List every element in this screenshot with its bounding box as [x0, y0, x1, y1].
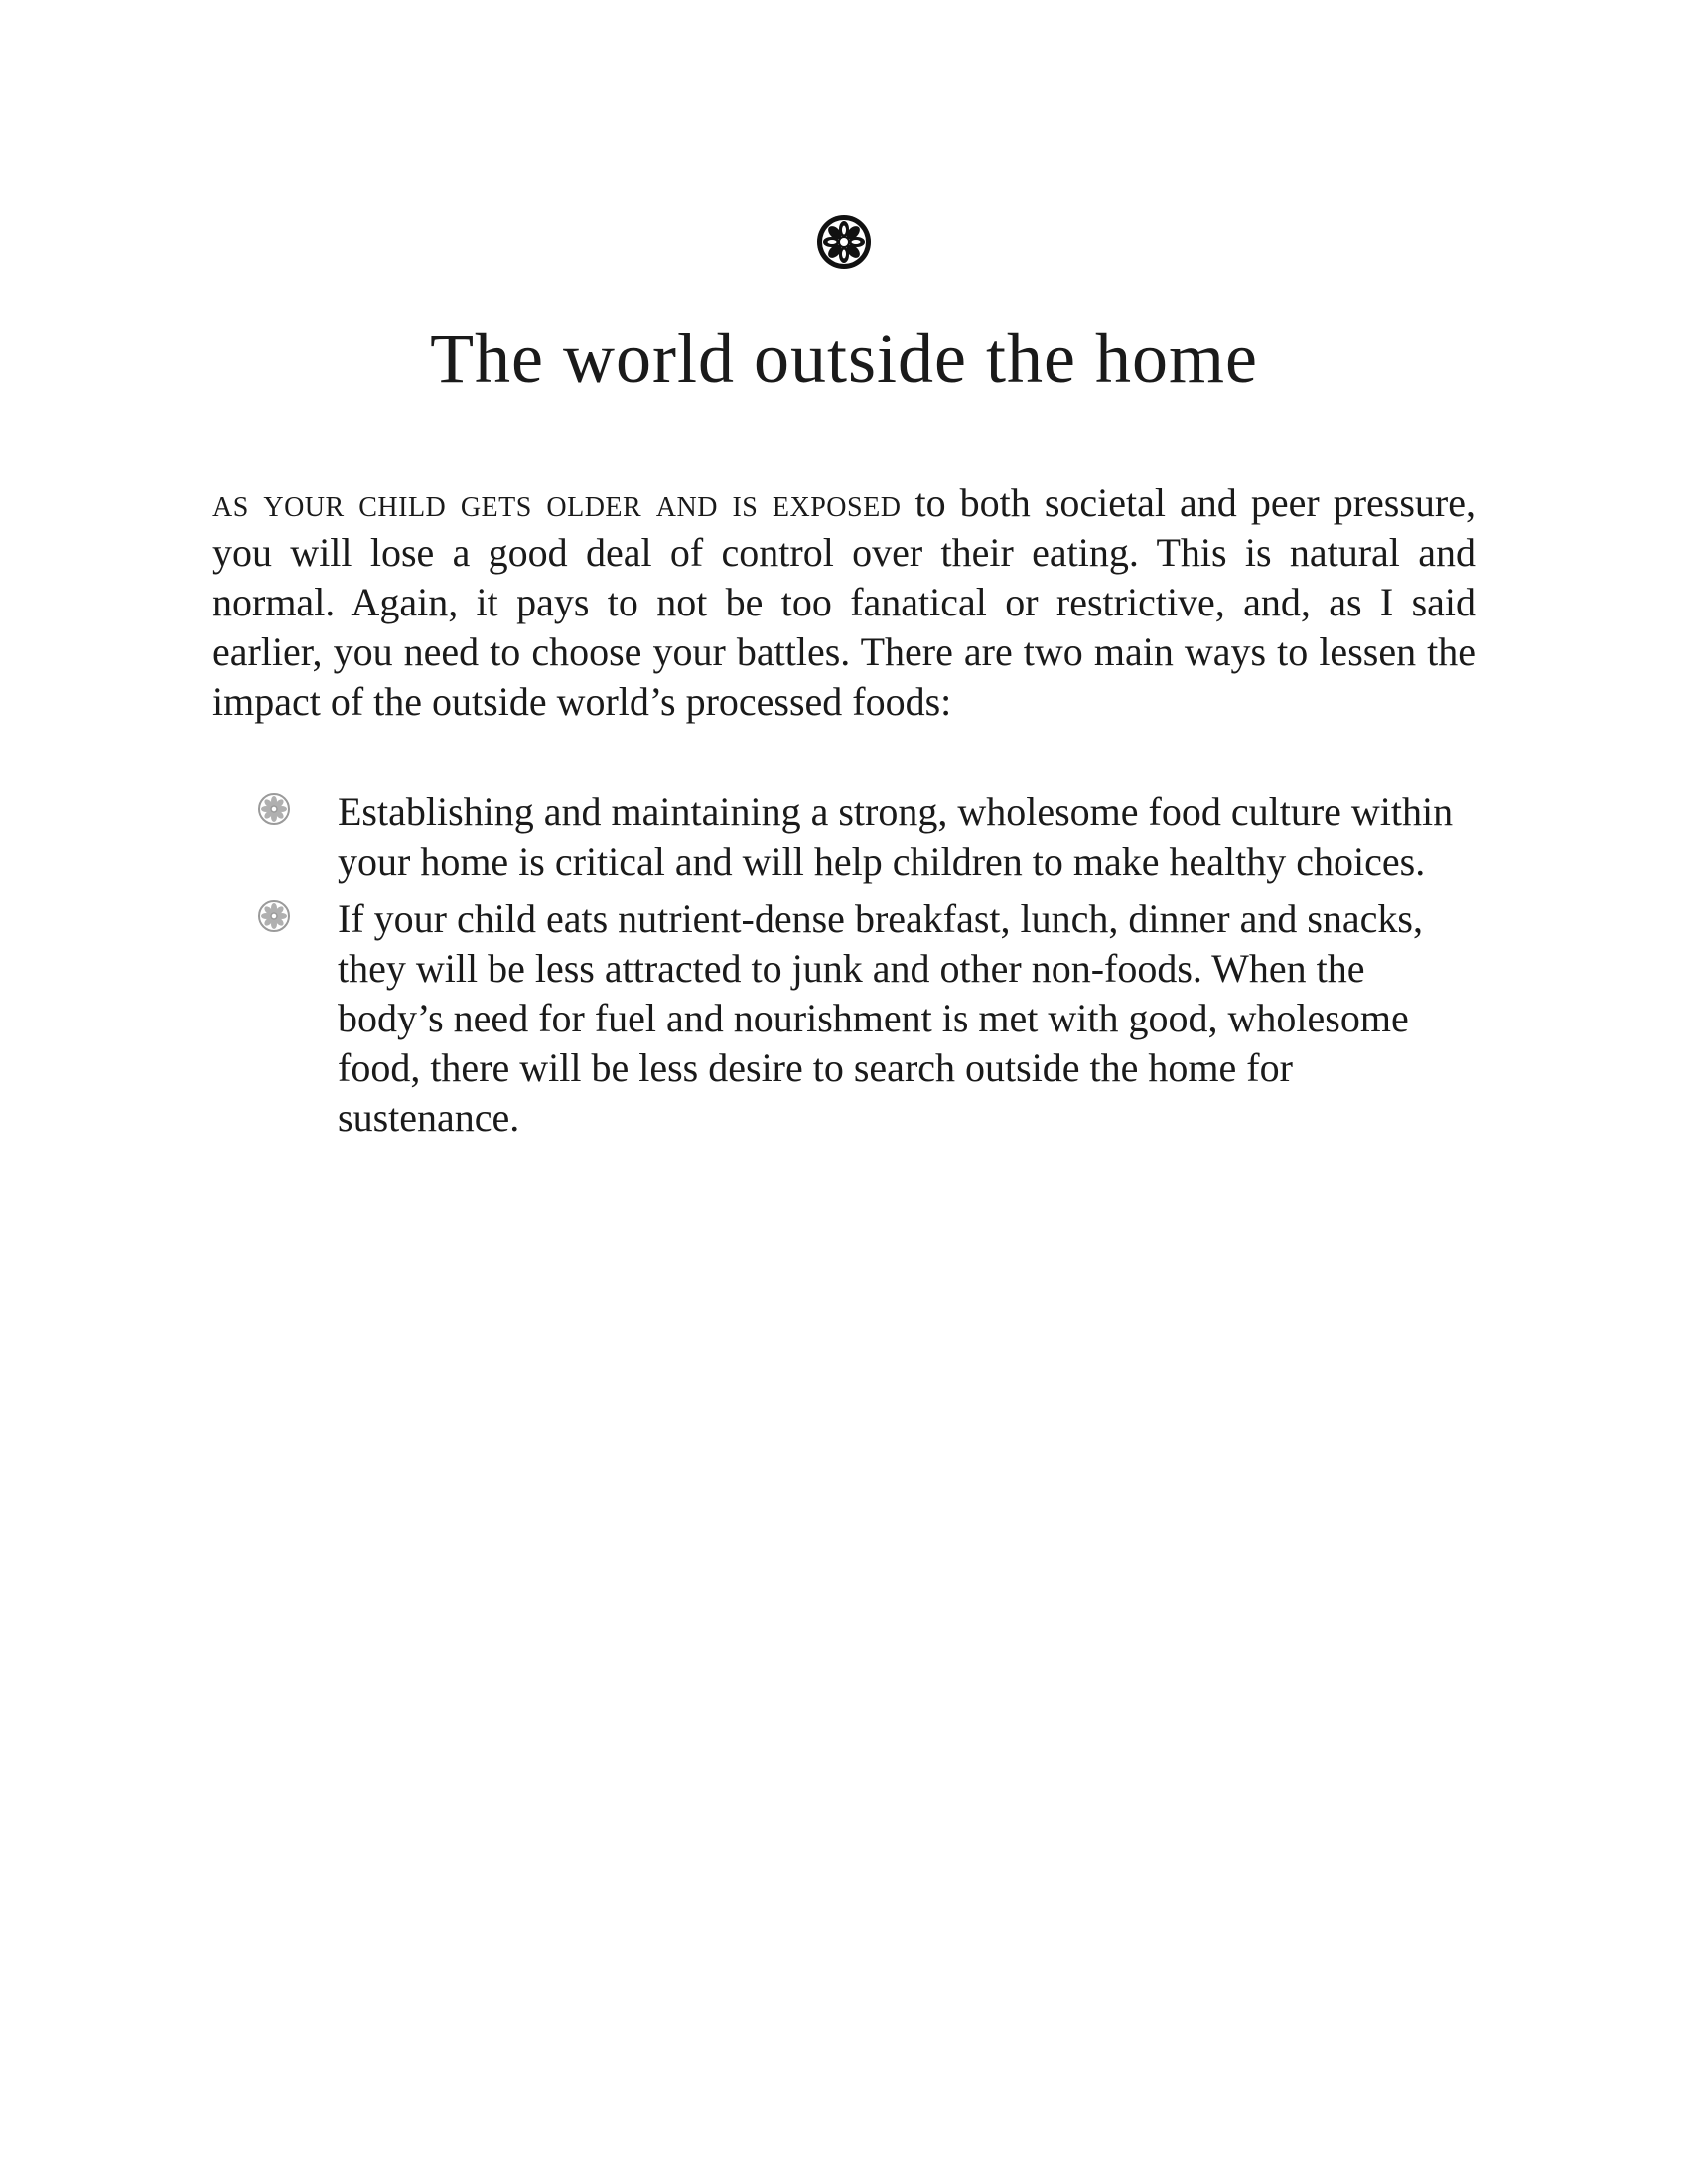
intro-text: to both societal and peer pressure, you will lose a good deal of control over their eating. This is natural and normal. Again, it pays to not be too fanatical or restrictive, and, as I said earlier, you need to choose your battles. There are two main ways to lessen the impact of the outside world’s processed foods:	[212, 480, 1476, 724]
list-item	[212, 894, 1476, 1143]
flower-bullet-icon	[256, 898, 292, 934]
bullet-text: Establishing and maintaining a strong, wholesome food culture within your home is critical and will help children to make healthy choices.	[338, 789, 1454, 884]
lead-in-small-caps: as your child gets older and is exposed	[212, 480, 902, 525]
list-item	[212, 787, 1476, 887]
bullet-list	[212, 787, 1476, 1151]
flower-rosette-icon	[814, 212, 874, 272]
page-title: The world outside the home	[430, 319, 1258, 398]
intro-paragraph	[212, 478, 1476, 727]
bullet-text: If your child eats nutrient-dense breakfast, lunch, dinner and snacks, they will be less attracted to junk and other non-foods. When the body’s need for fuel and nourishment is met with good, wholesome food, there will be less desire to search outside the home for sustenance.	[338, 896, 1423, 1140]
flower-bullet-icon	[256, 791, 292, 827]
